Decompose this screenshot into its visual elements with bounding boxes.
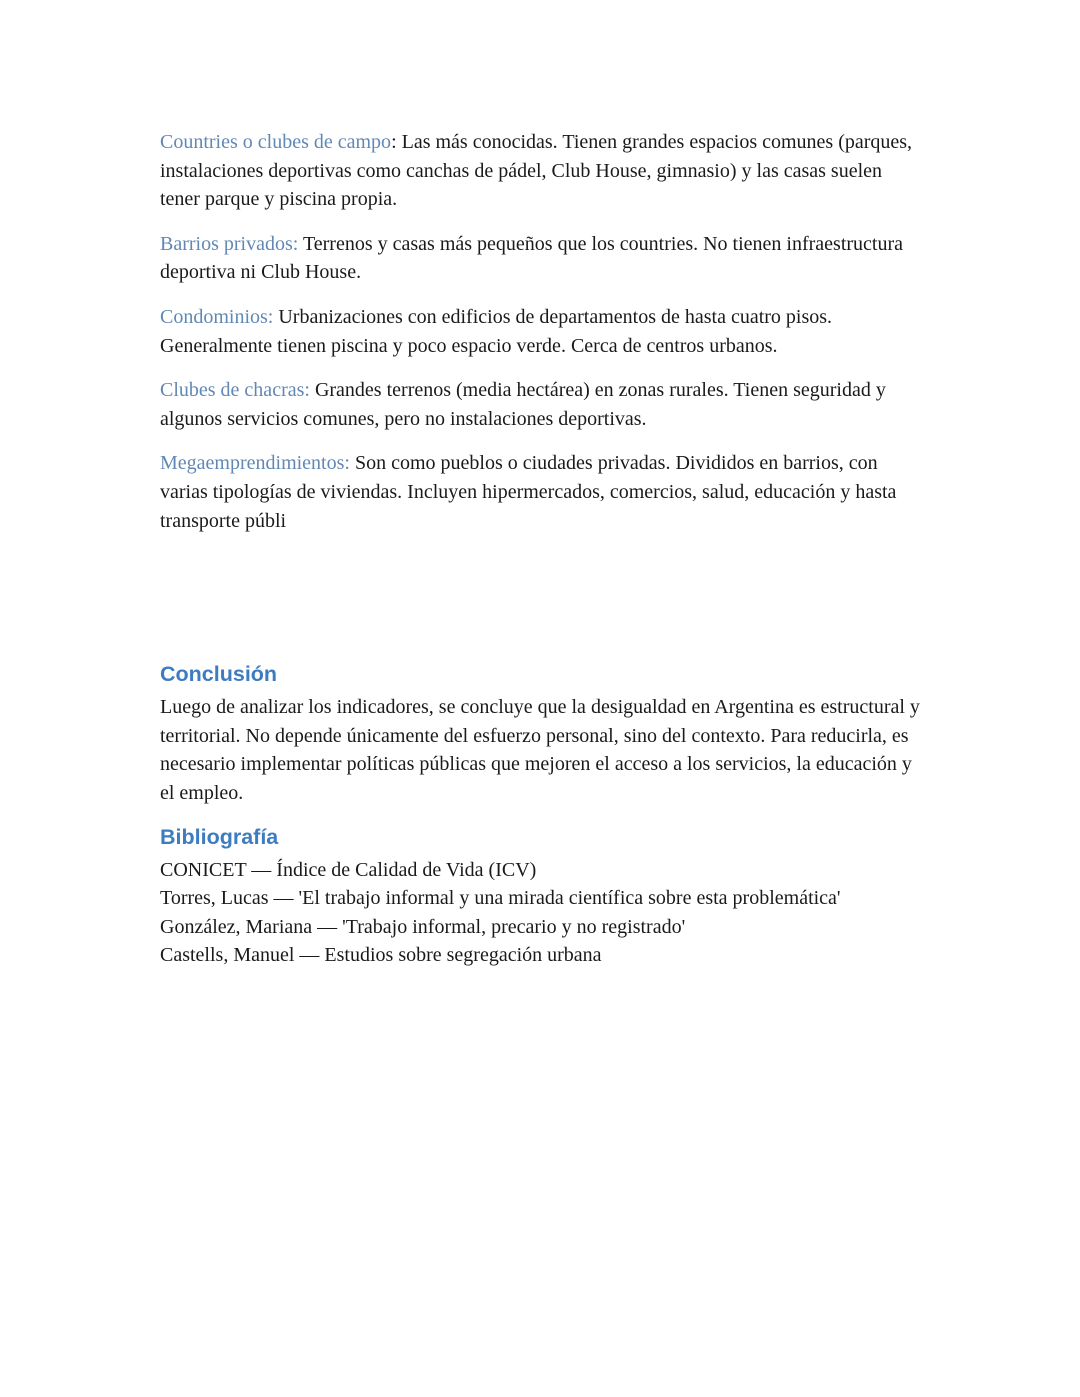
paragraph-clubes-de-chacras [160, 376, 922, 433]
bibliography-entry: CONICET — Índice de Calidad de Vida (ICV) [160, 858, 537, 881]
term-megaemprendimientos: Megaemprendimientos: [160, 452, 350, 475]
conclusion-section [160, 661, 922, 807]
bibliography-list [160, 856, 922, 970]
term-condominios: Condominios: [160, 305, 274, 328]
paragraph-barrios-privados [160, 230, 922, 287]
paragraph-barrios-privados-text: Terrenos y casas más pequeños que los countries. No tienen infraestructura deportiva ni Club House. [160, 232, 904, 284]
bibliography-section [160, 824, 922, 970]
bibliography-entry: González, Mariana — 'Trabajo informal, precario y no registrado' [160, 915, 686, 938]
paragraph-countries-text: : Las más conocidas. Tienen grandes espacios comunes (parques, instalaciones deportivas como canchas de pádel, Club House, gimnasio) y las casas suelen tener parque y piscina propia. [160, 131, 913, 211]
paragraph-condominios-text: Urbanizaciones con edificios de departamentos de hasta cuatro pisos. Generalmente tienen piscina y poco espacio verde. Cerca de centros urbanos. [160, 305, 833, 357]
conclusion-heading: Conclusión [160, 662, 278, 687]
term-clubes-de-chacras: Clubes de chacras: [160, 379, 310, 402]
paragraph-condominios [160, 303, 922, 360]
paragraph-countries [160, 128, 922, 214]
paragraph-clubes-de-chacras-text: Grandes terrenos (media hectárea) en zonas rurales. Tienen seguridad y algunos servicios comunes, pero no instalaciones deportivas. [160, 379, 886, 430]
empty-paragraph-gap [160, 551, 922, 655]
community-types-section [160, 128, 922, 535]
bibliography-entry: Torres, Lucas — 'El trabajo informal y una mirada científica sobre esta problemática' [160, 887, 841, 910]
paragraph-megaemprendimientos [160, 449, 922, 535]
term-countries: Countries o clubes de campo [160, 131, 392, 153]
term-barrios-privados: Barrios privados: [160, 232, 299, 255]
bibliography-heading: Bibliografía [160, 824, 279, 849]
paragraph-megaemprendimientos-text: Son como pueblos o ciudades privadas. Divididos en barrios, con varias tipologías de viviendas. Incluyen hipermercados, comercios, salud, educación y hasta transporte públi [160, 452, 897, 532]
bibliography-entry: Castells, Manuel — Estudios sobre segregación urbana [160, 944, 602, 967]
conclusion-text: Luego de analizar los indicadores, se concluye que la desigualdad en Argentina es estructural y territorial. No depende únicamente del esfuerzo personal, sino del contexto. Para reducirla, es necesario implementar políticas públicas que mejoren el acceso a los servicios, la educación y el empleo. [160, 696, 920, 804]
